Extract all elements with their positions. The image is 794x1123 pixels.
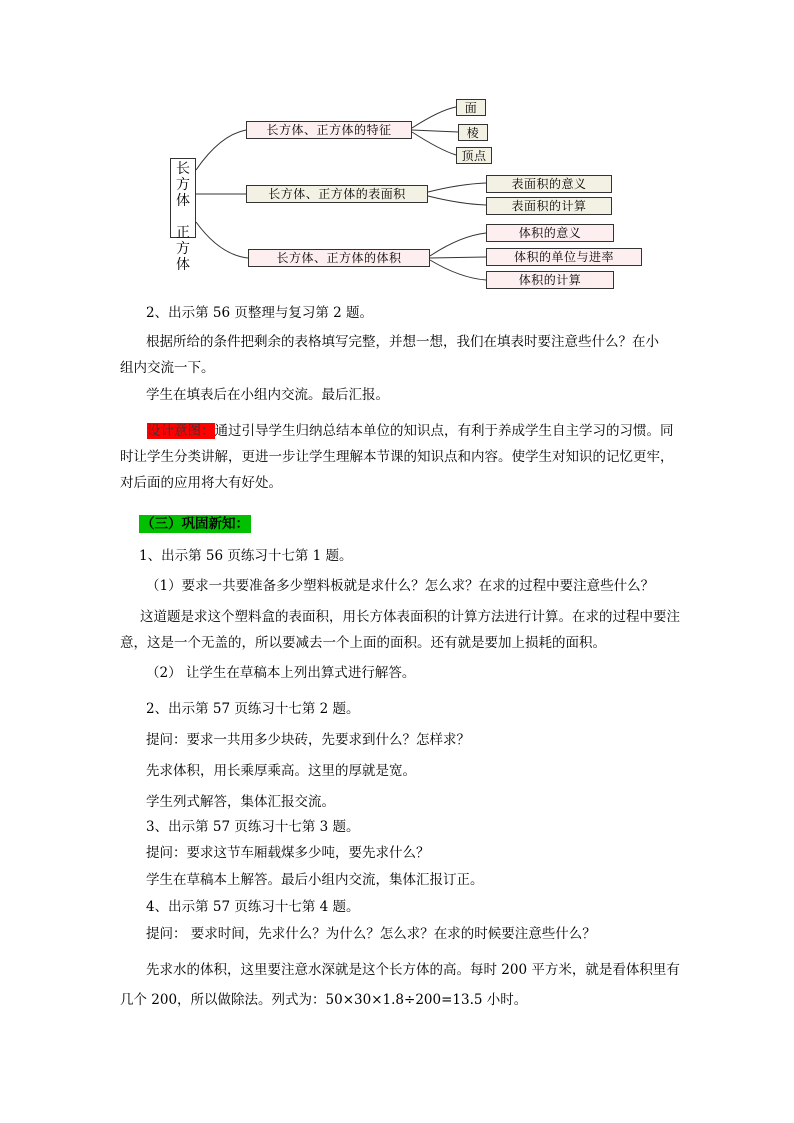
exercise-2-answer: 先求体积，用长乘厚乘高。这里的厚就是宽。 [146, 763, 416, 779]
connector-b1-leaf-2 [412, 130, 458, 132]
connector-root-branch-1 [196, 130, 246, 170]
exercise-2-question: 提问：要求一共用多少块砖，先要求到什么？怎样求？ [146, 732, 470, 748]
connector-b2-leaf-2 [428, 196, 486, 205]
tree-root-box [170, 158, 196, 273]
item-2-review: 2、出示第 56 页整理与复习第 2 题。 [146, 305, 374, 321]
connector-b3-leaf-2 [430, 257, 486, 258]
leaf-volume-meaning: 体积的意义 [486, 224, 614, 242]
design-intent-label: 设计意图： [147, 423, 215, 439]
exercise-3-title: 3、出示第 57 页练习十七第 3 题。 [146, 819, 360, 835]
branch-volume: 长方体、正方体的体积 [248, 249, 430, 267]
connector-b1-leaf-3 [412, 132, 456, 155]
exercise-4-title: 4、出示第 57 页练习十七第 4 题。 [146, 899, 360, 915]
section-title-consolidate [139, 515, 251, 533]
exercise-2-report: 学生列式解答，集体汇报交流。 [146, 794, 335, 810]
exercise-4-question: 提问： 要求时间，先求什么？为什么？怎么求？在求的时候要注意些什么？ [146, 926, 596, 942]
leaf-volume-units: 体积的单位与进率 [486, 248, 642, 266]
leaf-vertex: 顶点 [456, 147, 492, 164]
exercise-2-title: 2、出示第 57 页练习十七第 2 题。 [146, 701, 360, 717]
connector-b3-leaf-3 [430, 260, 486, 280]
branch-features: 长方体、正方体的特征 [246, 121, 412, 139]
section-title-text: （三）巩固新知： [141, 516, 249, 532]
connector-b3-leaf-1 [430, 233, 486, 256]
connector-b2-leaf-1 [428, 183, 486, 192]
leaf-edge: 棱 [458, 124, 488, 141]
paragraph-design-intent [120, 418, 680, 496]
branch-surface-area: 长方体、正方体的表面积 [246, 185, 428, 203]
exercise-3-question: 提问：要求这节车厢载煤多少吨，要先求什么？ [146, 845, 430, 861]
leaf-surface-meaning: 表面积的意义 [486, 175, 612, 193]
leaf-surface-calc: 表面积的计算 [486, 197, 612, 215]
knowledge-tree-diagram [0, 0, 794, 300]
leaf-face: 面 [456, 99, 486, 116]
tree-root-line-2: 正方体 [176, 225, 190, 273]
connector-root-branch-3 [196, 222, 248, 258]
exercise-1-explanation: 这道题是求这个塑料盒的表面积，用长方体表面积的计算方法进行计算。在求的过程中要注意，这是一个无盖的，所以要减去一个上面的面积。还有就是要加上损耗的面积。 [120, 609, 680, 651]
tree-root-line-1: 长方体 [176, 161, 190, 209]
design-intent-text: 通过引导学生归纳总结本单位的知识点，有利于养成学生自主学习的习惯。同时让学生分类讲解，更进一步让学生理解本节课的知识点和内容。使学生对知识的记忆更牢，对后面的应用将大有好处。 [120, 423, 674, 491]
exercise-3-answer: 学生在草稿本上解答。最后小组内交流，集体汇报订正。 [146, 872, 484, 888]
exercise-1-step-2: （2） 让学生在草稿本上列出算式进行解答。 [146, 665, 416, 681]
exercise-1-title: 1、出示第 56 页练习十七第 1 题。 [139, 548, 353, 564]
exercise-4-answer: 先求水的体积，这里要注意水深就是这个长方体的高。每时 200 平方米，就是看体积里有几个 200，所以做除法。列式为：50×30×1.8÷200=13.5 小时。 [120, 962, 680, 1008]
line-student-exchange: 学生在填表后在小组内交流。最后汇报。 [146, 387, 389, 403]
connector-b1-leaf-1 [412, 107, 456, 128]
exercise-1-question: （1）要求一共要准备多少塑料板就是求什么？怎么求？在求的过程中要注意些什么？ [146, 578, 655, 594]
leaf-volume-calc: 体积的计算 [486, 271, 614, 289]
paragraph-fill-table: 根据所给的条件把剩余的表格填写完整，并想一想，我们在填表时要注意些什么？在小组内交流一下。 [120, 334, 659, 376]
